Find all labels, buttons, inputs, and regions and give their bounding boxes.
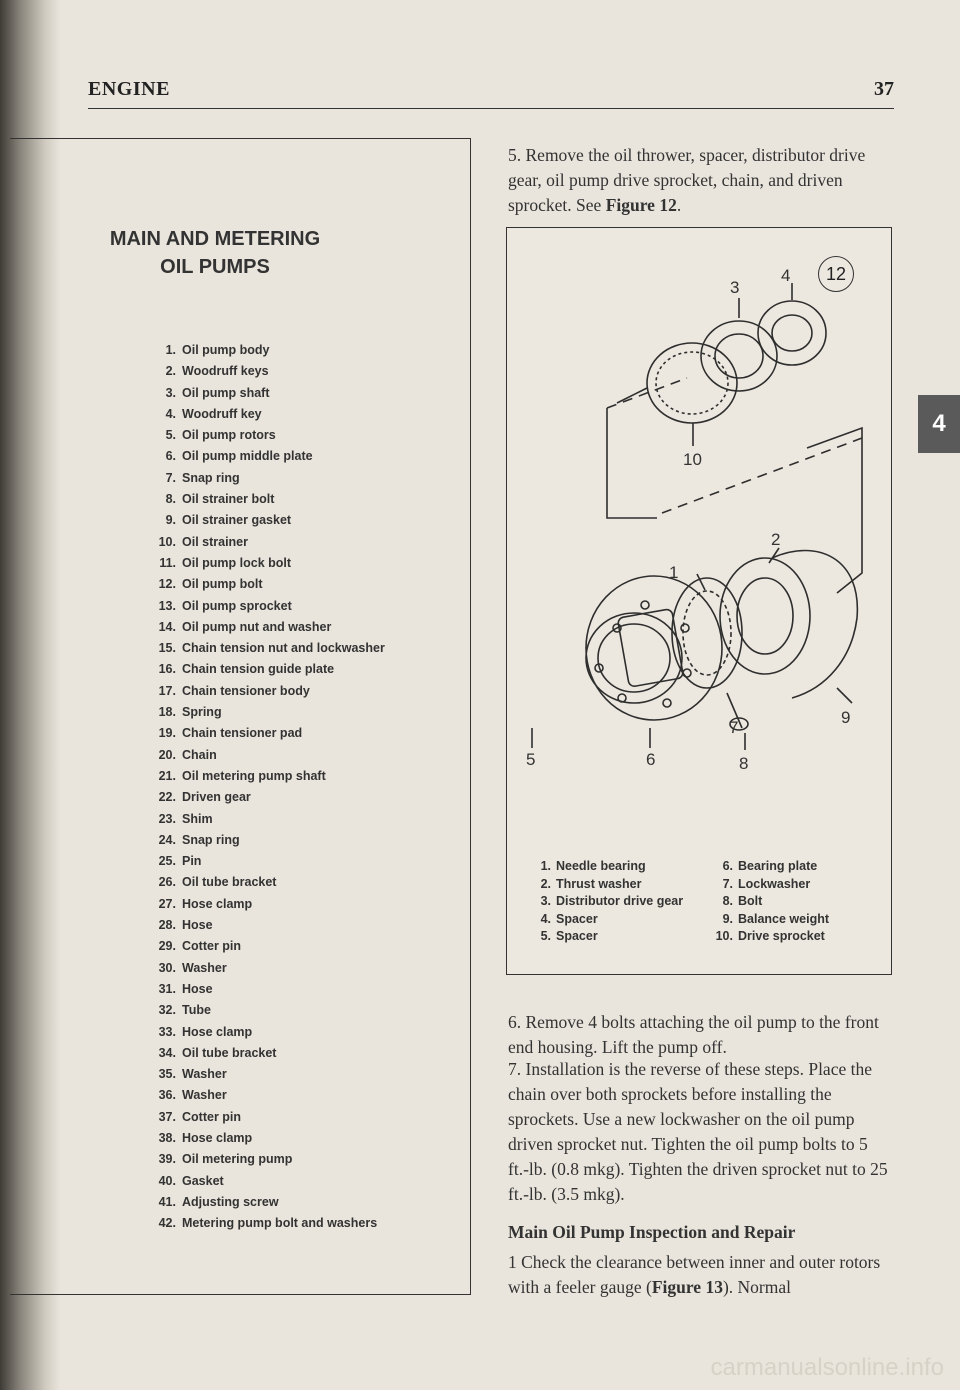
parts-list-item-number: 8. (165, 492, 176, 507)
parts-list-item-label: Metering pump bolt and washers (182, 1216, 378, 1231)
step-1-text: 1 Check the clearance between inner and outer rotors with a feeler gauge ( (508, 1252, 881, 1297)
parts-list-item-number: 1. (165, 343, 176, 357)
parts-list-item (142, 1213, 385, 1234)
figure-legend-item (715, 928, 829, 946)
figure-legend-item-number: 1. (540, 859, 551, 873)
parts-list-item (142, 574, 385, 595)
parts-list-item (142, 766, 385, 787)
parts-list-item-number: 29. (158, 939, 176, 954)
parts-list-item-label: Oil pump nut and washer (182, 619, 332, 634)
figure-13-reference: Figure 13 (651, 1277, 723, 1297)
parts-list-item-number: 12. (158, 577, 176, 592)
parts-list-item-label: Snap ring (182, 832, 240, 847)
parts-list-item (142, 936, 385, 957)
parts-list-item (142, 1107, 385, 1128)
figure-legend-item-label: Bearing plate (738, 859, 818, 873)
step-6-text: 6. Remove 4 bolts attaching the oil pump to the front end housing. Lift the pump off. (508, 1012, 879, 1057)
parts-list-item-label: Pin (182, 854, 202, 869)
parts-list-item-number: 5. (165, 428, 176, 443)
parts-list-item-number: 6. (165, 449, 176, 464)
parts-list-item-number: 28. (158, 918, 176, 933)
figure-legend-item (533, 928, 683, 946)
parts-list-item-number: 35. (158, 1067, 176, 1082)
parts-list-item-label: Cotter pin (182, 939, 242, 954)
figure-legend-item (715, 858, 829, 876)
parts-list-item-number: 26. (158, 875, 176, 890)
figure-legend-item (715, 893, 829, 911)
parts-list-item-label: Hose clamp (182, 1130, 253, 1145)
parts-list-item-label: Woodruff key (182, 406, 262, 421)
parts-list-item (142, 553, 385, 574)
parts-list-item (142, 1000, 385, 1021)
parts-list-item-number: 7. (165, 470, 176, 485)
parts-list-item-label: Washer (182, 1067, 227, 1082)
parts-list-item-label: Oil pump bolt (182, 577, 263, 592)
figure-legend-item-label: Spacer (556, 929, 598, 943)
balance-weight (772, 551, 857, 699)
parts-list-item-number: 4. (165, 406, 176, 421)
parts-list-item-label: Oil pump body (182, 343, 270, 357)
parts-list-item (142, 702, 385, 723)
parts-list-item-label: Washer (182, 1088, 227, 1103)
parts-list-item-number: 30. (158, 960, 176, 975)
parts-list-item-label: Tube (182, 1003, 211, 1018)
parts-list-item (142, 872, 385, 893)
parts-list-item-label: Chain tension guide plate (182, 662, 335, 677)
parts-list-item-label: Oil metering pump shaft (182, 768, 326, 783)
parts-list-item-label: Chain tensioner body (182, 683, 310, 698)
callout-10: 10 (683, 450, 702, 469)
parts-list-item-label: Washer (182, 960, 227, 975)
parts-list-item-number: 31. (158, 981, 176, 996)
figure-legend-item-number: 8. (722, 894, 733, 908)
figure-legend-item-label: Drive sprocket (738, 929, 825, 943)
parts-list-item-number: 2. (165, 364, 176, 379)
figure-legend-item-number: 3. (540, 894, 551, 908)
parts-list-item-label: Woodruff keys (182, 364, 269, 379)
assembly-dashed-left (607, 408, 657, 518)
parts-list-item (142, 745, 385, 766)
parts-list-item (142, 638, 385, 659)
parts-list-item-label: Cotter pin (182, 1109, 242, 1124)
parts-list-item (142, 510, 385, 531)
parts-list-item-label: Driven gear (182, 790, 251, 805)
parts-list-item-number: 15. (158, 641, 176, 656)
assembly-dashed-right (807, 428, 862, 593)
parts-list-item-number: 21. (158, 768, 176, 783)
parts-list-item (142, 723, 385, 744)
parts-list-item (142, 532, 385, 553)
parts-list-item-number: 37. (158, 1109, 176, 1124)
parts-list-item-label: Oil pump rotors (182, 428, 276, 443)
parts-list-item (142, 1128, 385, 1149)
parts-list-item (142, 446, 385, 467)
parts-list-item (142, 809, 385, 830)
callout-6: 6 (646, 750, 656, 769)
parts-list-item-label: Hose (182, 918, 213, 933)
parts-list-item-number: 36. (158, 1088, 176, 1103)
parts-list-item-label: Oil tube bracket (182, 875, 277, 890)
parts-list-item-number: 32. (158, 1003, 176, 1018)
figure-legend-left (533, 858, 683, 946)
parts-list-item-number: 13. (158, 598, 176, 613)
parts-list-item (142, 851, 385, 872)
parts-list-item (142, 1064, 385, 1085)
distributor-drive-gear (647, 343, 737, 423)
parts-list-item-label: Gasket (182, 1173, 224, 1188)
parts-list-item-number: 39. (158, 1152, 176, 1167)
parts-list-item-label: Oil pump middle plate (182, 449, 313, 464)
running-header (88, 78, 894, 109)
parts-list-item (142, 383, 385, 404)
figure-legend-item-number: 2. (540, 876, 551, 891)
parts-list-item (142, 404, 385, 425)
parts-list-item (142, 596, 385, 617)
parts-list-item-number: 33. (158, 1024, 176, 1039)
parts-list-item-label: Oil strainer bolt (182, 492, 275, 507)
parts-list-item-label: Chain tensioner pad (182, 726, 303, 741)
parts-list-item-number: 18. (158, 705, 176, 720)
figure-legend-item (533, 911, 683, 929)
parts-list-item (142, 1171, 385, 1192)
parts-list-item (142, 979, 385, 1000)
watermark: carmanualsonline.info (710, 1354, 944, 1381)
parts-list-item (142, 830, 385, 851)
parts-list-item-number: 24. (158, 832, 176, 847)
parts-list-item-number: 9. (165, 513, 176, 528)
figure-legend-item-label: Lockwasher (738, 876, 811, 891)
figure-legend-item-label: Needle bearing (556, 859, 646, 873)
parts-list-item (142, 425, 385, 446)
inspection-step-1 (508, 1250, 890, 1300)
legend-title-line1: MAIN AND METERING (109, 228, 321, 250)
callout-2: 2 (771, 530, 781, 549)
parts-list-item-number: 27. (158, 896, 176, 911)
parts-list-item-number: 38. (158, 1130, 176, 1145)
figure-legend-item-label: Balance weight (738, 911, 829, 926)
figure-12-reference: Figure 12 (605, 195, 677, 215)
step-7-paragraph (508, 1057, 890, 1207)
figure-legend-item-number: 9. (722, 911, 733, 926)
figure-legend-item-label: Spacer (556, 911, 598, 926)
parts-list-item-label: Oil strainer gasket (182, 513, 292, 528)
parts-list-item (142, 617, 385, 638)
figure-legend-item-number: 10. (715, 929, 733, 943)
figure-legend-item (715, 876, 829, 894)
parts-list-item-number: 16. (158, 662, 176, 677)
step-5-text: 5. Remove the oil thrower, spacer, distributor drive gear, oil pump drive sprocket, chain, and driven sprocket. See (508, 145, 866, 215)
parts-list-item (142, 659, 385, 680)
callout-9: 9 (841, 708, 851, 727)
figure-legend-item (533, 876, 683, 894)
parts-list-item-number: 22. (158, 790, 176, 805)
parts-list-item-label: Adjusting screw (182, 1194, 279, 1209)
parts-list-item-number: 17. (158, 683, 176, 698)
parts-list-item-label: Hose clamp (182, 896, 253, 911)
parts-list-item-label: Oil metering pump (182, 1152, 293, 1167)
figure-number: 12 (818, 256, 854, 292)
callout-5: 5 (526, 750, 536, 769)
parts-list-item (142, 468, 385, 489)
figure-legend-item-label: Bolt (738, 894, 763, 908)
step-5-end: . (676, 195, 682, 215)
parts-list-item-number: 3. (165, 385, 176, 400)
parts-list-item-label: Hose clamp (182, 1024, 253, 1039)
figure-legend-item (533, 858, 683, 876)
step-7-text: 7. Installation is the reverse of these steps. Place the chain over both sprockets before installing the sprockets. Use a new lockwasher on the oil pump driven sprocket nut. Tighten the oil pump bolts to 5 ft.-lb. (0.8 mkg). Tighten the driven sprocket nut to 25 ft.-lb. (3.5 mkg). (508, 1059, 888, 1204)
parts-list-item (142, 787, 385, 808)
parts-list-item (142, 681, 385, 702)
parts-list (142, 340, 385, 1234)
parts-list-item-label: Oil pump shaft (182, 385, 270, 400)
parts-list-item-number: 34. (158, 1045, 176, 1060)
figure-legend-item-label: Thrust washer (556, 876, 642, 891)
parts-list-item (142, 340, 385, 361)
parts-list-item-label: Oil pump sprocket (182, 598, 292, 613)
callout-7: 7 (729, 718, 739, 737)
section-title: ENGINE (88, 78, 170, 100)
parts-list-item (142, 1085, 385, 1106)
figure-12 (506, 227, 892, 975)
callout-8: 8 (739, 754, 749, 773)
callout-3: 3 (730, 278, 740, 297)
figure-legend-item-number: 4. (540, 911, 551, 926)
parts-list-item-label: Oil strainer (182, 534, 248, 549)
parts-list-item-number: 14. (158, 619, 176, 634)
parts-list-item-number: 19. (158, 726, 176, 741)
parts-list-item-number: 41. (158, 1194, 176, 1209)
chapter-tab: 4 (918, 395, 960, 453)
parts-list-item-label: Hose (182, 981, 213, 996)
parts-list-item (142, 894, 385, 915)
figure-legend-item-label: Distributor drive gear (556, 894, 684, 908)
parts-list-item-number: 42. (158, 1216, 176, 1231)
parts-list-item (142, 1149, 385, 1170)
parts-list-item-number: 23. (158, 811, 176, 826)
parts-list-item (142, 489, 385, 510)
parts-list-item-label: Chain (182, 747, 217, 762)
figure-legend-item-number: 6. (722, 859, 733, 873)
parts-list-item (142, 958, 385, 979)
parts-list-item-number: 25. (158, 854, 176, 869)
figure-legend-item (533, 893, 683, 911)
parts-list-item-label: Oil tube bracket (182, 1045, 277, 1060)
parts-list-item-number: 40. (158, 1173, 176, 1188)
parts-list-item-label: Shim (182, 811, 213, 826)
legend-title (80, 225, 350, 281)
spacer-3 (701, 321, 777, 391)
parts-list-item-label: Snap ring (182, 470, 240, 485)
parts-list-item (142, 1043, 385, 1064)
legend-title-line2: OIL PUMPS (160, 256, 270, 278)
parts-list-item (142, 1022, 385, 1043)
parts-list-item (142, 915, 385, 936)
page-number: 37 (874, 78, 894, 100)
parts-list-item-number: 11. (159, 555, 176, 570)
figure-legend-right (715, 858, 829, 946)
parts-list-item-label: Oil pump lock bolt (182, 555, 292, 570)
step-6-paragraph (508, 1010, 890, 1060)
parts-list-item-number: 20. (158, 747, 176, 762)
spacer-5 (586, 613, 682, 703)
parts-list-item-label: Chain tension nut and lockwasher (182, 641, 385, 656)
parts-list-item-label: Spring (182, 705, 222, 720)
step-1-end: ). Normal (722, 1277, 791, 1297)
step-5-paragraph (508, 143, 890, 218)
figure-legend-item-number: 7. (722, 876, 733, 891)
section-heading: Main Oil Pump Inspection and Repair (508, 1222, 796, 1242)
thrust-washer (720, 558, 810, 674)
parts-list-item (142, 1192, 385, 1213)
callout-4: 4 (781, 266, 791, 285)
callout-1: 1 (669, 563, 679, 582)
parts-list-item-number: 10. (158, 534, 176, 549)
parts-list-item (142, 361, 385, 382)
figure-legend-item-number: 5. (540, 929, 551, 943)
figure-legend-item (715, 911, 829, 929)
